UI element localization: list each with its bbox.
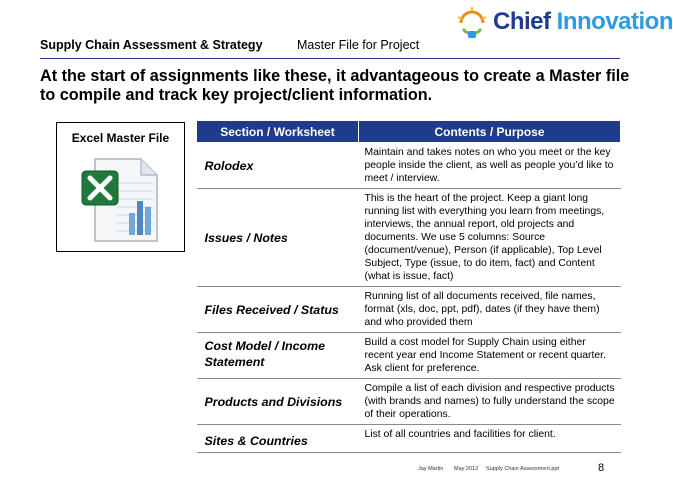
- excel-master-file-box: [56, 122, 185, 252]
- section-cell: Products and Divisions: [197, 379, 359, 425]
- chief-innovation-logo: [453, 5, 673, 41]
- table-row-products-divisions: [197, 379, 621, 425]
- table-row-cost-model: [197, 333, 621, 379]
- contents-cell: Build a cost model for Supply Chain using either recent year end Income Statement or recent quarter. Ask client for preference.: [359, 333, 621, 379]
- header-title: Supply Chain Assessment & Strategy: [40, 38, 263, 52]
- lightbulb-icon: [453, 5, 493, 41]
- section-cell: Files Received / Status: [197, 287, 359, 333]
- contents-cell: Maintain and takes notes on who you meet or the key people inside the client, as well as people you’d like to meet / interview.: [359, 143, 621, 189]
- excel-icon: [79, 155, 163, 245]
- section-cell: Sites & Countries: [197, 425, 359, 453]
- contents-cell: This is the heart of the project. Keep a giant long running list with everything you learn from meetings, interviews, the annual report, old projects and documents. We use 5 columns: Source (document/venue), Person (if applicable), Top Level Subject, Type (issue, to do item, fact) and Content (what is issue, fact): [359, 189, 621, 287]
- contents-cell: Compile a list of each division and respective products (with brands and names) to fully understand the scope of their operations.: [359, 379, 621, 425]
- page-number: 8: [598, 462, 605, 474]
- contents-cell: Running list of all documents received, file names, format (xls, doc, ppt, pdf), dates (if they have them) and who provided them: [359, 287, 621, 333]
- logo-word-chief: Chief: [493, 8, 551, 35]
- header-subtitle: Master File for Project: [297, 38, 420, 52]
- logo-text: [493, 8, 673, 36]
- footer-file: Supply Chain Assessment.ppt: [486, 466, 560, 472]
- table-row-issues-notes: [197, 189, 621, 287]
- section-cell: Rolodex: [197, 143, 359, 189]
- excel-box-label: Excel Master File: [71, 131, 170, 145]
- footer-date: May 2012: [454, 466, 479, 472]
- section-cell: Issues / Notes: [197, 189, 359, 287]
- section-cell: Cost Model / Income Statement: [197, 333, 359, 379]
- table-row-rolodex: [197, 143, 621, 189]
- table-header-row: [197, 121, 621, 143]
- table-row-files-received: [197, 287, 621, 333]
- col-header-section: Section / Worksheet: [197, 121, 359, 143]
- logo-word-innovation: Innovation: [556, 8, 673, 35]
- table-row-sites-countries: [197, 425, 621, 453]
- col-header-contents: Contents / Purpose: [359, 121, 621, 143]
- contents-cell: List of all countries and facilities for client.: [359, 425, 621, 453]
- headline: At the start of assignments like these, it advantageous to create a Master file to compile and track key project/client information.: [40, 67, 630, 104]
- footer-author: Jay Martin: [418, 466, 444, 472]
- header-divider: [40, 58, 620, 59]
- master-file-table: [196, 120, 621, 453]
